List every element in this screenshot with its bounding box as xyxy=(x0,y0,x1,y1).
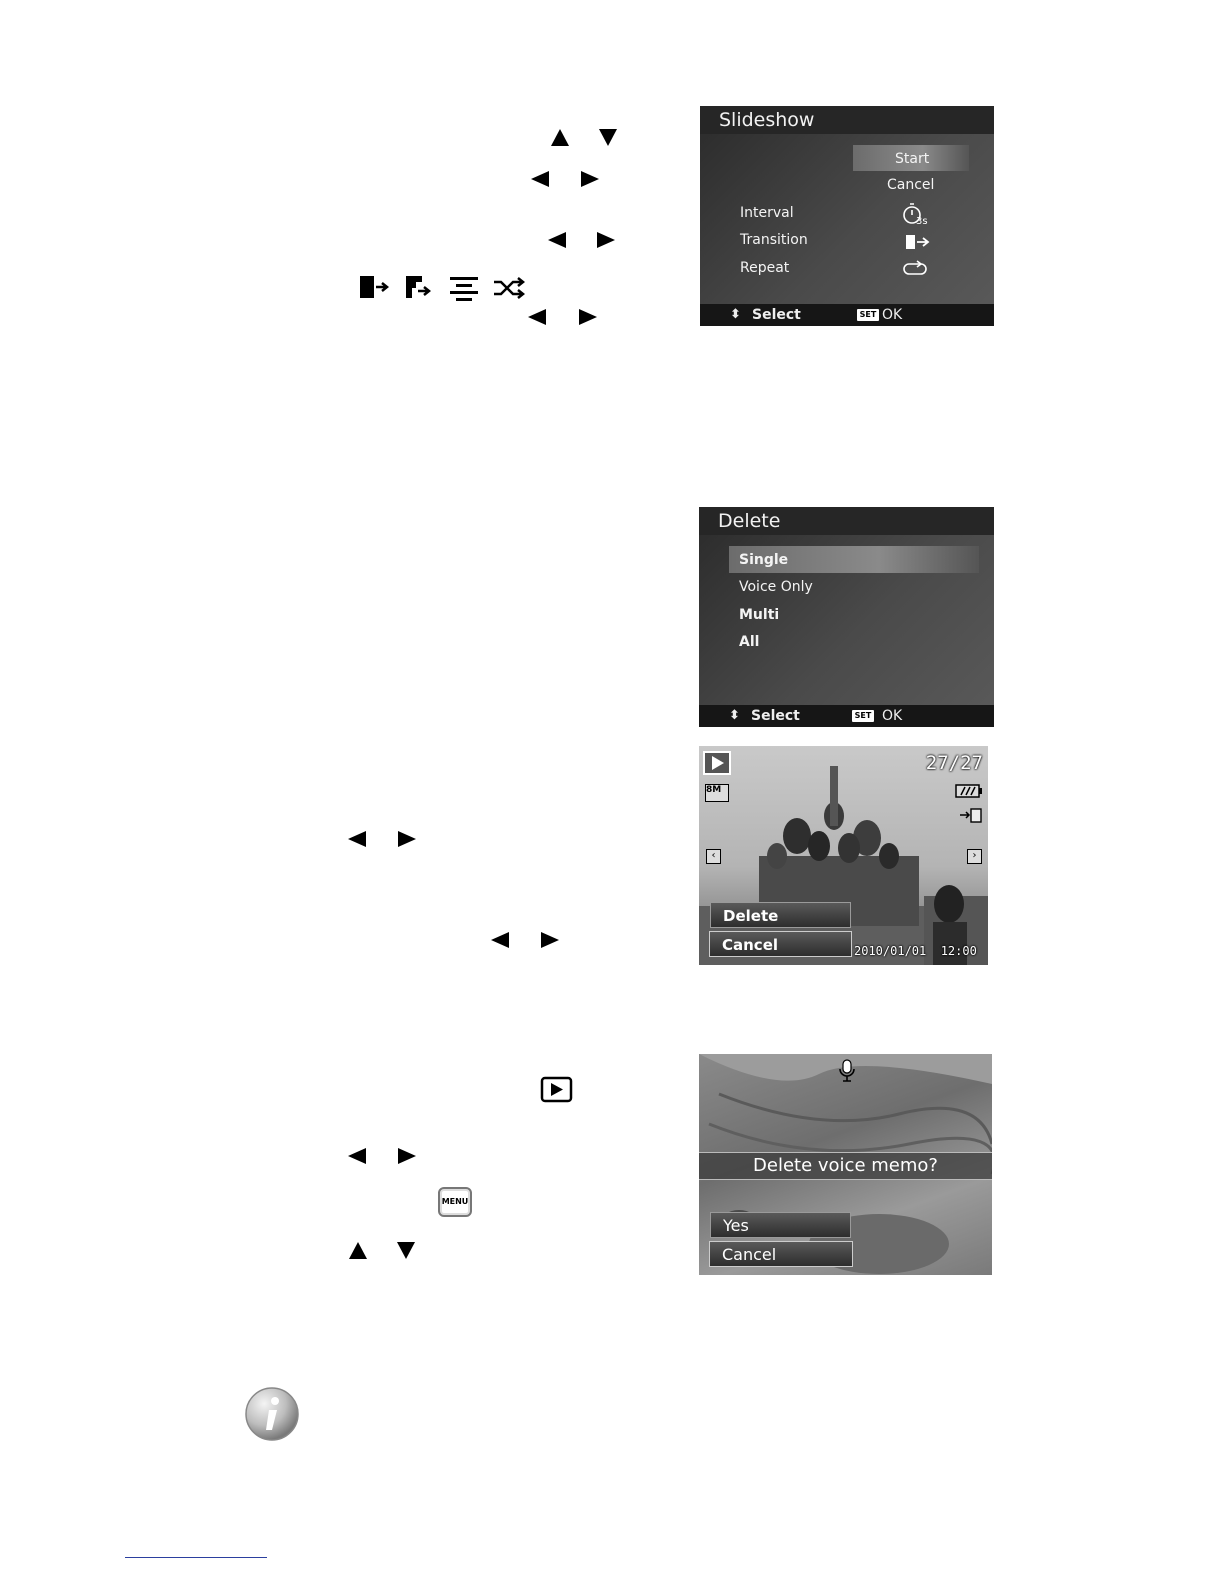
right-arrow-icon xyxy=(398,831,416,847)
left-arrow-icon xyxy=(348,831,366,847)
yes-button[interactable]: Yes xyxy=(710,1212,851,1238)
left-arrow-icon xyxy=(548,232,566,248)
transition-icon[interactable] xyxy=(904,233,932,251)
up-arrow-icon xyxy=(349,1242,367,1259)
playback-mode-icon xyxy=(703,751,731,775)
down-arrow-icon xyxy=(397,1242,415,1259)
delete-option-multi[interactable]: Multi xyxy=(739,607,780,623)
left-arrow-icon xyxy=(528,309,546,325)
memory-card-icon xyxy=(959,807,983,823)
transition-slide-icon xyxy=(360,276,387,298)
left-arrow-icon xyxy=(531,171,549,187)
up-arrow-icon xyxy=(551,129,569,146)
transition-fade-icon xyxy=(406,276,429,298)
cancel-option[interactable]: Cancel xyxy=(887,177,935,193)
delete-option-single[interactable]: Single xyxy=(739,552,789,568)
next-image-icon[interactable]: › xyxy=(967,849,982,864)
footer-ok-label: OK xyxy=(882,708,903,724)
transition-blinds-icon xyxy=(450,277,478,301)
menu-button-label: MENU xyxy=(441,1197,469,1206)
datetime-stamp: 2010/01/01 12:00 xyxy=(854,944,977,958)
link-underline xyxy=(125,1557,267,1558)
transition-icons xyxy=(358,274,528,302)
footer-select-label: Select xyxy=(751,708,800,724)
transition-label: Transition xyxy=(740,232,808,248)
left-arrow-icon xyxy=(348,1148,366,1164)
cancel-button[interactable]: Cancel xyxy=(709,1241,853,1267)
voice-memo-screen xyxy=(699,1054,992,1275)
repeat-label: Repeat xyxy=(740,260,790,276)
right-arrow-icon xyxy=(579,309,597,325)
interval-label: Interval xyxy=(740,205,794,221)
playback-button-icon xyxy=(540,1076,573,1104)
slideshow-screen xyxy=(700,106,994,326)
delete-menu-screen xyxy=(699,507,994,727)
right-arrow-icon xyxy=(581,171,599,187)
screen-footer xyxy=(700,304,994,326)
right-arrow-icon xyxy=(597,232,615,248)
transition-random-icon xyxy=(494,278,523,298)
previous-image-icon[interactable]: ‹ xyxy=(706,849,721,864)
delete-confirm-screen xyxy=(699,746,988,965)
set-icon: SET xyxy=(852,710,874,722)
battery-icon xyxy=(955,784,983,798)
right-arrow-icon xyxy=(398,1148,416,1164)
footer-ok-label: OK xyxy=(882,307,903,323)
set-icon: SET xyxy=(857,309,879,321)
cancel-button[interactable]: Cancel xyxy=(709,931,852,957)
image-size-label: 8M xyxy=(706,785,722,795)
info-note-icon xyxy=(244,1386,300,1442)
delete-option-all[interactable]: All xyxy=(739,634,760,650)
menu-button-icon xyxy=(438,1187,472,1217)
footer-select-label: Select xyxy=(752,307,801,323)
repeat-icon[interactable] xyxy=(903,260,929,278)
image-size-icon xyxy=(705,784,729,802)
delete-option-voice-only[interactable]: Voice Only xyxy=(739,579,813,595)
screen-title: Slideshow xyxy=(700,106,994,134)
right-arrow-icon xyxy=(541,932,559,948)
down-arrow-icon xyxy=(599,129,617,146)
screen-title: Delete xyxy=(699,507,994,535)
image-counter: 27/27 xyxy=(925,752,983,774)
left-arrow-icon xyxy=(491,932,509,948)
start-option[interactable]: Start xyxy=(895,151,930,167)
delete-button[interactable]: Delete xyxy=(710,902,851,928)
up-down-icon: ⬍ xyxy=(729,708,740,723)
screen-footer xyxy=(699,705,994,727)
up-down-icon: ⬍ xyxy=(730,307,741,322)
microphone-icon xyxy=(837,1058,857,1084)
delete-voice-memo-prompt: Delete voice memo? xyxy=(699,1152,992,1180)
interval-value: 3s xyxy=(916,216,928,227)
